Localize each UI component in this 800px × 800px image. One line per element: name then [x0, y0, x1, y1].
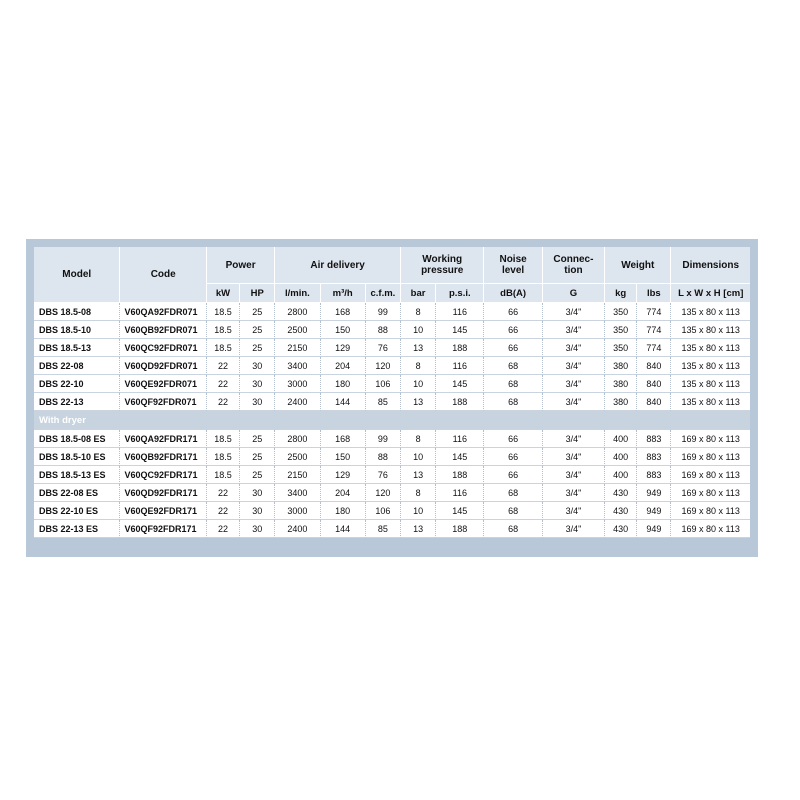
value-cell: 30 [240, 393, 275, 411]
value-cell: 8 [401, 303, 436, 321]
value-cell: 949 [637, 502, 671, 520]
value-cell: 88 [366, 321, 401, 339]
value-cell: 30 [240, 484, 275, 502]
value-cell: 2150 [275, 466, 320, 484]
value-cell: 188 [436, 466, 484, 484]
unit-header: p.s.i. [436, 284, 484, 303]
value-cell: 145 [436, 448, 484, 466]
value-cell: 135 x 80 x 113 [671, 357, 750, 375]
unit-header: dB(A) [484, 284, 542, 303]
value-cell: 3/4" [543, 357, 605, 375]
value-cell: 400 [605, 466, 637, 484]
value-cell: 135 x 80 x 113 [671, 321, 750, 339]
value-cell: 400 [605, 430, 637, 448]
value-cell: 22 [207, 520, 240, 538]
value-cell: 350 [605, 303, 637, 321]
unit-header: lbs [637, 284, 671, 303]
value-cell: 188 [436, 520, 484, 538]
value-cell: 2400 [275, 520, 320, 538]
header-working-pressure [401, 247, 484, 284]
code-cell: V60QC92FDR171 [120, 466, 206, 484]
code-cell: V60QD92FDR171 [120, 484, 206, 502]
unit-header: l/min. [275, 284, 320, 303]
value-cell: 129 [321, 339, 366, 357]
value-cell: 144 [321, 520, 366, 538]
value-cell: 3/4" [543, 484, 605, 502]
value-cell: 949 [637, 520, 671, 538]
header-dimensions: Dimensions [671, 247, 750, 284]
value-cell: 22 [207, 484, 240, 502]
value-cell: 949 [637, 484, 671, 502]
value-cell: 116 [436, 430, 484, 448]
value-cell: 25 [240, 321, 275, 339]
table-row [34, 448, 750, 466]
model-cell: DBS 22-10 ES [34, 502, 120, 520]
unit-header: m³/h [321, 284, 366, 303]
table-body [34, 303, 750, 538]
value-cell: 168 [321, 430, 366, 448]
value-cell: 840 [637, 393, 671, 411]
unit-header: L x W x H [cm] [671, 284, 750, 303]
value-cell: 3000 [275, 502, 320, 520]
value-cell: 145 [436, 321, 484, 339]
value-cell: 2500 [275, 448, 320, 466]
value-cell: 25 [240, 430, 275, 448]
model-cell: DBS 22-08 ES [34, 484, 120, 502]
value-cell: 18.5 [207, 339, 240, 357]
unit-header: HP [240, 284, 275, 303]
value-cell: 840 [637, 375, 671, 393]
value-cell: 76 [366, 466, 401, 484]
table-header [34, 247, 750, 303]
unit-header: c.f.m. [366, 284, 401, 303]
value-cell: 66 [484, 303, 542, 321]
code-cell: V60QC92FDR071 [120, 339, 206, 357]
value-cell: 116 [436, 357, 484, 375]
model-cell: DBS 18.5-13 ES [34, 466, 120, 484]
value-cell: 3/4" [543, 520, 605, 538]
value-cell: 18.5 [207, 448, 240, 466]
value-cell: 135 x 80 x 113 [671, 375, 750, 393]
model-cell: DBS 22-08 [34, 357, 120, 375]
value-cell: 350 [605, 339, 637, 357]
value-cell: 883 [637, 466, 671, 484]
value-cell: 10 [401, 375, 436, 393]
value-cell: 2150 [275, 339, 320, 357]
value-cell: 135 x 80 x 113 [671, 339, 750, 357]
value-cell: 380 [605, 357, 637, 375]
value-cell: 120 [366, 484, 401, 502]
value-cell: 8 [401, 484, 436, 502]
value-cell: 145 [436, 502, 484, 520]
value-cell: 3/4" [543, 321, 605, 339]
value-cell: 68 [484, 502, 542, 520]
value-cell: 188 [436, 339, 484, 357]
value-cell: 8 [401, 357, 436, 375]
value-cell: 10 [401, 448, 436, 466]
value-cell: 3/4" [543, 339, 605, 357]
value-cell: 25 [240, 303, 275, 321]
value-cell: 380 [605, 393, 637, 411]
value-cell: 3/4" [543, 393, 605, 411]
header-noise-level [484, 247, 542, 284]
value-cell: 13 [401, 393, 436, 411]
unit-header: bar [401, 284, 436, 303]
model-cell: DBS 18.5-08 ES [34, 430, 120, 448]
value-cell: 883 [637, 448, 671, 466]
value-cell: 3/4" [543, 466, 605, 484]
value-cell: 85 [366, 520, 401, 538]
table-row [34, 502, 750, 520]
value-cell: 150 [321, 448, 366, 466]
value-cell: 85 [366, 393, 401, 411]
table-row [34, 357, 750, 375]
model-cell: DBS 22-13 ES [34, 520, 120, 538]
value-cell: 3/4" [543, 502, 605, 520]
value-cell: 144 [321, 393, 366, 411]
value-cell: 3/4" [543, 448, 605, 466]
value-cell: 135 x 80 x 113 [671, 393, 750, 411]
value-cell: 400 [605, 448, 637, 466]
header-connection [543, 247, 605, 284]
value-cell: 3/4" [543, 430, 605, 448]
table-row [34, 303, 750, 321]
value-cell: 99 [366, 303, 401, 321]
value-cell: 8 [401, 430, 436, 448]
noise-level-label: Noise level [499, 254, 527, 276]
value-cell: 150 [321, 321, 366, 339]
unit-header: kg [605, 284, 637, 303]
code-cell: V60QB92FDR071 [120, 321, 206, 339]
code-cell: V60QF92FDR071 [120, 393, 206, 411]
value-cell: 18.5 [207, 303, 240, 321]
header-air-delivery: Air delivery [275, 247, 401, 284]
value-cell: 120 [366, 357, 401, 375]
value-cell: 30 [240, 357, 275, 375]
value-cell: 25 [240, 466, 275, 484]
value-cell: 68 [484, 520, 542, 538]
value-cell: 116 [436, 484, 484, 502]
value-cell: 380 [605, 375, 637, 393]
value-cell: 3/4" [543, 303, 605, 321]
value-cell: 430 [605, 520, 637, 538]
code-cell: V60QB92FDR171 [120, 448, 206, 466]
value-cell: 68 [484, 393, 542, 411]
value-cell: 68 [484, 357, 542, 375]
value-cell: 180 [321, 375, 366, 393]
value-cell: 169 x 80 x 113 [671, 466, 750, 484]
value-cell: 168 [321, 303, 366, 321]
value-cell: 66 [484, 448, 542, 466]
unit-header: G [543, 284, 605, 303]
value-cell: 116 [436, 303, 484, 321]
table-row [34, 484, 750, 502]
value-cell: 169 x 80 x 113 [671, 448, 750, 466]
value-cell: 2800 [275, 303, 320, 321]
value-cell: 22 [207, 502, 240, 520]
value-cell: 30 [240, 502, 275, 520]
header-model: Model [34, 247, 120, 303]
value-cell: 25 [240, 339, 275, 357]
value-cell: 22 [207, 357, 240, 375]
value-cell: 99 [366, 430, 401, 448]
value-cell: 883 [637, 430, 671, 448]
model-cell: DBS 18.5-13 [34, 339, 120, 357]
header-weight: Weight [605, 247, 671, 284]
value-cell: 180 [321, 502, 366, 520]
spec-table-frame [26, 239, 758, 557]
table-row [34, 321, 750, 339]
value-cell: 30 [240, 375, 275, 393]
value-cell: 3400 [275, 357, 320, 375]
value-cell: 3000 [275, 375, 320, 393]
value-cell: 2500 [275, 321, 320, 339]
value-cell: 76 [366, 339, 401, 357]
connection-label: Connec-tion [553, 254, 594, 276]
unit-header: kW [207, 284, 240, 303]
table-row [34, 466, 750, 484]
value-cell: 430 [605, 484, 637, 502]
value-cell: 169 x 80 x 113 [671, 502, 750, 520]
value-cell: 129 [321, 466, 366, 484]
section-row [34, 411, 750, 430]
value-cell: 66 [484, 321, 542, 339]
model-cell: DBS 18.5-08 [34, 303, 120, 321]
value-cell: 66 [484, 430, 542, 448]
model-cell: DBS 18.5-10 [34, 321, 120, 339]
value-cell: 68 [484, 484, 542, 502]
value-cell: 106 [366, 375, 401, 393]
model-cell: DBS 22-13 [34, 393, 120, 411]
value-cell: 22 [207, 393, 240, 411]
value-cell: 25 [240, 448, 275, 466]
value-cell: 22 [207, 375, 240, 393]
value-cell: 18.5 [207, 466, 240, 484]
value-cell: 204 [321, 484, 366, 502]
value-cell: 430 [605, 502, 637, 520]
code-cell: V60QE92FDR071 [120, 375, 206, 393]
value-cell: 88 [366, 448, 401, 466]
value-cell: 204 [321, 357, 366, 375]
value-cell: 10 [401, 321, 436, 339]
value-cell: 18.5 [207, 430, 240, 448]
value-cell: 106 [366, 502, 401, 520]
value-cell: 350 [605, 321, 637, 339]
value-cell: 10 [401, 502, 436, 520]
value-cell: 145 [436, 375, 484, 393]
code-cell: V60QA92FDR171 [120, 430, 206, 448]
value-cell: 13 [401, 339, 436, 357]
code-cell: V60QF92FDR171 [120, 520, 206, 538]
working-pressure-label: Working pressure [421, 254, 464, 276]
value-cell: 2800 [275, 430, 320, 448]
value-cell: 30 [240, 520, 275, 538]
value-cell: 13 [401, 520, 436, 538]
value-cell: 169 x 80 x 113 [671, 484, 750, 502]
value-cell: 188 [436, 393, 484, 411]
code-cell: V60QA92FDR071 [120, 303, 206, 321]
model-cell: DBS 18.5-10 ES [34, 448, 120, 466]
value-cell: 135 x 80 x 113 [671, 303, 750, 321]
code-cell: V60QE92FDR171 [120, 502, 206, 520]
table-row [34, 339, 750, 357]
value-cell: 3/4" [543, 375, 605, 393]
header-code: Code [120, 247, 206, 303]
value-cell: 774 [637, 339, 671, 357]
header-power: Power [207, 247, 275, 284]
section-label: With dryer [34, 411, 750, 430]
value-cell: 2400 [275, 393, 320, 411]
value-cell: 68 [484, 375, 542, 393]
code-cell: V60QD92FDR071 [120, 357, 206, 375]
value-cell: 774 [637, 321, 671, 339]
value-cell: 66 [484, 466, 542, 484]
value-cell: 169 x 80 x 113 [671, 520, 750, 538]
table-row [34, 520, 750, 538]
table-row [34, 375, 750, 393]
value-cell: 840 [637, 357, 671, 375]
spec-table [34, 247, 750, 538]
model-cell: DBS 22-10 [34, 375, 120, 393]
table-row [34, 393, 750, 411]
value-cell: 169 x 80 x 113 [671, 430, 750, 448]
value-cell: 13 [401, 466, 436, 484]
value-cell: 18.5 [207, 321, 240, 339]
value-cell: 66 [484, 339, 542, 357]
value-cell: 774 [637, 303, 671, 321]
table-row [34, 430, 750, 448]
value-cell: 3400 [275, 484, 320, 502]
